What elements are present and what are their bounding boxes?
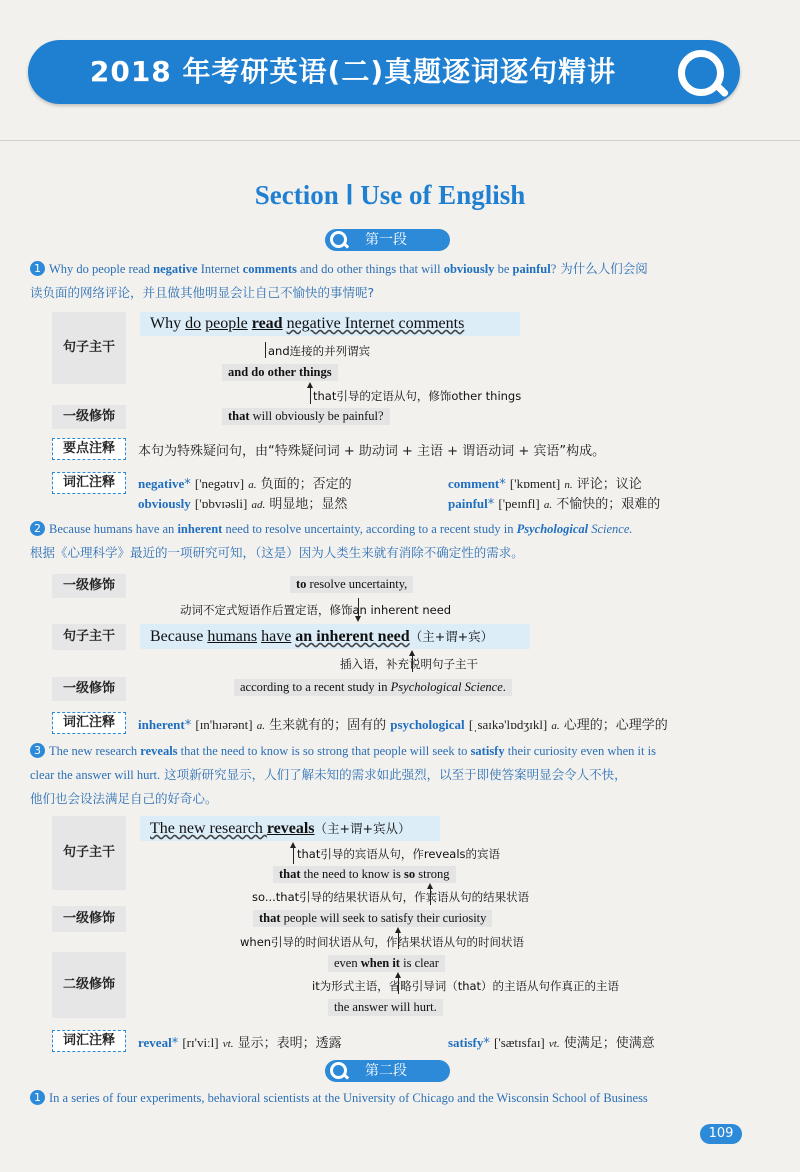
keyword: Psychological: [516, 522, 589, 536]
phonetic: [ɪn'hɪərənt]: [195, 717, 253, 732]
text: Because humans have an: [49, 522, 178, 536]
label-mod1: 一级修饰: [52, 906, 126, 932]
text: The new research: [49, 744, 141, 758]
sentence-number: 1: [30, 1090, 45, 1105]
trunk-sentence: [140, 312, 520, 336]
word: that: [279, 867, 301, 881]
word: is clear: [399, 956, 439, 970]
vocab-entry: [138, 493, 347, 512]
phonetic: ['negətɪv]: [194, 476, 245, 491]
meaning: 负面的；否定的: [260, 477, 352, 492]
vocab-entry: comment* ['kɒment] n. 评论；议论: [448, 476, 642, 492]
label-vocab: 词汇注释: [52, 712, 126, 734]
vocab-entry: painful* ['peɪnfl] a. 不愉快的；艰难的: [448, 496, 661, 512]
phonetic: ['sætɪsfaɪ]: [494, 1035, 545, 1050]
translation: 为什么人们会阅: [556, 261, 648, 276]
search-icon: [330, 231, 347, 248]
sentence-1: [30, 257, 755, 305]
text: Why do people read: [49, 262, 154, 276]
sentence-2: [30, 518, 755, 565]
keyword: obviously: [443, 262, 495, 276]
annotation: it为形式主语，省略引导词（that）的主语从句作真正的主语: [312, 979, 620, 993]
connector: [265, 342, 266, 358]
text: and do other things that will: [296, 262, 444, 276]
word: that: [259, 911, 281, 925]
text: that the need to know is so strong that people will seek to: [177, 744, 471, 758]
label-trunk: 句子主干: [52, 312, 126, 384]
text: Internet: [197, 262, 243, 276]
keyword: reveals: [140, 744, 178, 758]
paragraph-label: 第一段: [365, 232, 407, 248]
phonetic: ['kɒment]: [509, 476, 561, 491]
trunk-sentence: [140, 624, 530, 649]
modifier-phrase: [234, 679, 512, 696]
meaning: 明显地；显然: [269, 497, 348, 512]
translation: 根据《心理科学》最近的一项研究可知，（这是）因为人类生来就有消除不确定性的需求。: [30, 545, 524, 560]
keyword: comments: [242, 262, 297, 276]
annotation: 动词不定式短语作后置定语，修饰an inherent need: [180, 603, 452, 617]
word: Psychological Science: [390, 680, 503, 694]
word: even: [334, 956, 361, 970]
word: have: [261, 628, 292, 645]
label-mod1: 一级修饰: [52, 405, 126, 429]
meaning: 生来就有的；固有的: [269, 718, 387, 733]
word: that: [228, 409, 250, 423]
arrow: [310, 386, 311, 404]
text: In a series of four experiments, behavioral scientists at the University of Chicago and the Wisconsin School of Business: [49, 1091, 648, 1105]
translation: 读负面的网络评论，并且做其他明显会让自己不愉快的事情呢?: [30, 285, 375, 300]
label-mod1: 一级修饰: [52, 677, 126, 701]
section-title: Section Ⅰ Use of English: [254, 180, 526, 210]
pos: a.: [543, 499, 553, 511]
pos: n.: [564, 479, 573, 491]
vocab-word: satisfy: [448, 1035, 484, 1050]
text: their curiosity even when it is: [504, 744, 656, 758]
label-vocab: 词汇注释: [52, 1030, 126, 1052]
keyword: satisfy: [470, 744, 505, 758]
sentence-3: [30, 740, 755, 811]
label-mod2: 二级修饰: [52, 952, 126, 1018]
word: so: [404, 867, 416, 881]
vocab-entry: satisfy* ['sætɪsfaɪ] vt. 使满足；使满意: [448, 1035, 655, 1051]
text: be: [494, 262, 513, 276]
label-vocab: 词汇注释: [52, 472, 126, 494]
keyword: painful: [512, 262, 551, 276]
word: to: [296, 577, 307, 591]
modifier-clause: [222, 408, 390, 425]
meaning: 显示；表明；透露: [237, 1036, 342, 1051]
pos: ad.: [251, 499, 266, 511]
label-mod1: 一级修饰: [52, 574, 126, 598]
time-clause: [328, 955, 445, 972]
vocab-word: negative: [138, 476, 185, 491]
trunk-sentence: [140, 816, 440, 841]
magnifier-icon: [678, 50, 724, 96]
key-note: 本句为特殊疑问句，由“特殊疑问词 + 助动词 + 主语 + 谓语动词 + 宾语”构成。: [138, 444, 606, 459]
sentence-number: 1: [30, 261, 45, 276]
banner-title: 2018 年考研英语(二)真题逐词逐句精讲: [89, 55, 617, 88]
word: strong: [415, 867, 450, 881]
annotation: and连接的并列谓宾: [268, 344, 371, 358]
header-banner: [28, 40, 740, 104]
meaning: 心理的；心理学的: [563, 718, 668, 733]
phonetic: [ˌsaɪkə'lɒdʒɪkl]: [468, 717, 548, 732]
word: humans: [207, 628, 258, 645]
word: the need to know is: [300, 867, 404, 881]
vocab-word: obviously: [138, 496, 191, 511]
structure: （主+谓+宾从）: [314, 821, 411, 836]
translation: 他们也会设法满足自己的好奇心。: [30, 791, 218, 806]
subject-clause: the answer will hurt.: [328, 999, 443, 1016]
keyword: negative: [153, 262, 198, 276]
word: an inherent need: [295, 628, 410, 645]
vocab-word: reveal: [138, 1035, 172, 1050]
meaning: 不愉快的；艰难的: [556, 497, 661, 512]
annotation: when引导的时间状语从句，作结果状语从句的时间状语: [240, 935, 525, 949]
text: ?: [550, 262, 557, 276]
divider: [0, 140, 800, 141]
annotation: so...that引导的结果状语从句，作宾语从句的结果状语: [252, 890, 530, 904]
vocab-entry: reveal* [rɪ'viːl] vt. 显示；表明；透露: [138, 1035, 342, 1051]
vocab-entry: negative* ['negətɪv] a. 负面的；否定的: [138, 476, 352, 492]
paragraph-2-pill: [325, 1060, 450, 1082]
annotation: that引导的宾语从句，作reveals的宾语: [297, 847, 501, 861]
pos: a.: [551, 720, 560, 732]
pos: a.: [248, 479, 257, 491]
word: read: [251, 315, 283, 332]
word: people will seek to satisfy their curiosity: [280, 911, 487, 925]
vocab-word: painful: [448, 496, 488, 511]
sentence-number: 2: [30, 521, 45, 536]
text: need to resolve uncertainty, according to a recent study in: [222, 522, 517, 536]
vocab-word: inherent: [138, 717, 185, 732]
phonetic: ['peɪnfl]: [498, 496, 540, 511]
word: according to a recent study in: [240, 680, 391, 694]
object-clause: [273, 866, 456, 883]
page-number: 109: [700, 1124, 742, 1144]
phonetic: [rɪ'viːl]: [182, 1035, 219, 1050]
modifier-phrase: [290, 576, 413, 593]
structure: （主+谓+宾）: [409, 629, 494, 644]
vocab-word: psychological: [390, 717, 465, 732]
word: The new research: [150, 820, 267, 837]
meaning: 使满足；使满意: [563, 1036, 655, 1051]
keyword: inherent: [177, 522, 223, 536]
parallel-phrase: and do other things: [222, 364, 338, 381]
annotation: 插入语，补充说明句子主干: [340, 657, 478, 671]
pos: vt.: [222, 1038, 234, 1050]
meaning: 评论；议论: [576, 477, 642, 492]
paragraph-2-sentence-1: [30, 1087, 755, 1110]
arrow: [293, 846, 294, 864]
word: when it: [360, 956, 400, 970]
pos: vt.: [548, 1038, 560, 1050]
translation: 这项新研究显示，人们了解未知的需求如此强烈，以至于即使答案明显会令人不快，: [160, 767, 627, 782]
text: clear the answer will hurt.: [30, 768, 161, 782]
word: Why: [150, 315, 186, 332]
word: reveals: [266, 820, 315, 837]
search-icon: [330, 1062, 347, 1079]
word: negative Internet comments: [286, 315, 465, 332]
label-trunk: 句子主干: [52, 816, 126, 890]
label-trunk: 句子主干: [52, 624, 126, 650]
label-key: 要点注释: [52, 438, 126, 460]
sentence-number: 3: [30, 743, 45, 758]
word: will obviously be painful?: [249, 409, 384, 423]
paragraph-1-pill: [325, 229, 450, 251]
pos: a.: [256, 720, 265, 732]
word: people: [205, 315, 248, 332]
word: do: [185, 315, 202, 332]
vocab-entry: inherent* [ɪn'hɪərənt] a. 生来就有的；固有的 psychological [ˌsaɪkə'lɒdʒɪkl] a. 心理的；心理学的: [138, 717, 668, 733]
text: Science.: [588, 522, 633, 536]
word: resolve uncertainty,: [306, 577, 408, 591]
phonetic: ['ɒbvɪəsli]: [194, 496, 248, 511]
result-clause: [253, 910, 492, 927]
word: Because: [150, 628, 208, 645]
paragraph-label: 第二段: [365, 1063, 407, 1079]
annotation: that引导的定语从句，修饰other things: [313, 389, 522, 403]
vocab-word: comment: [448, 476, 500, 491]
word: .: [502, 680, 506, 694]
